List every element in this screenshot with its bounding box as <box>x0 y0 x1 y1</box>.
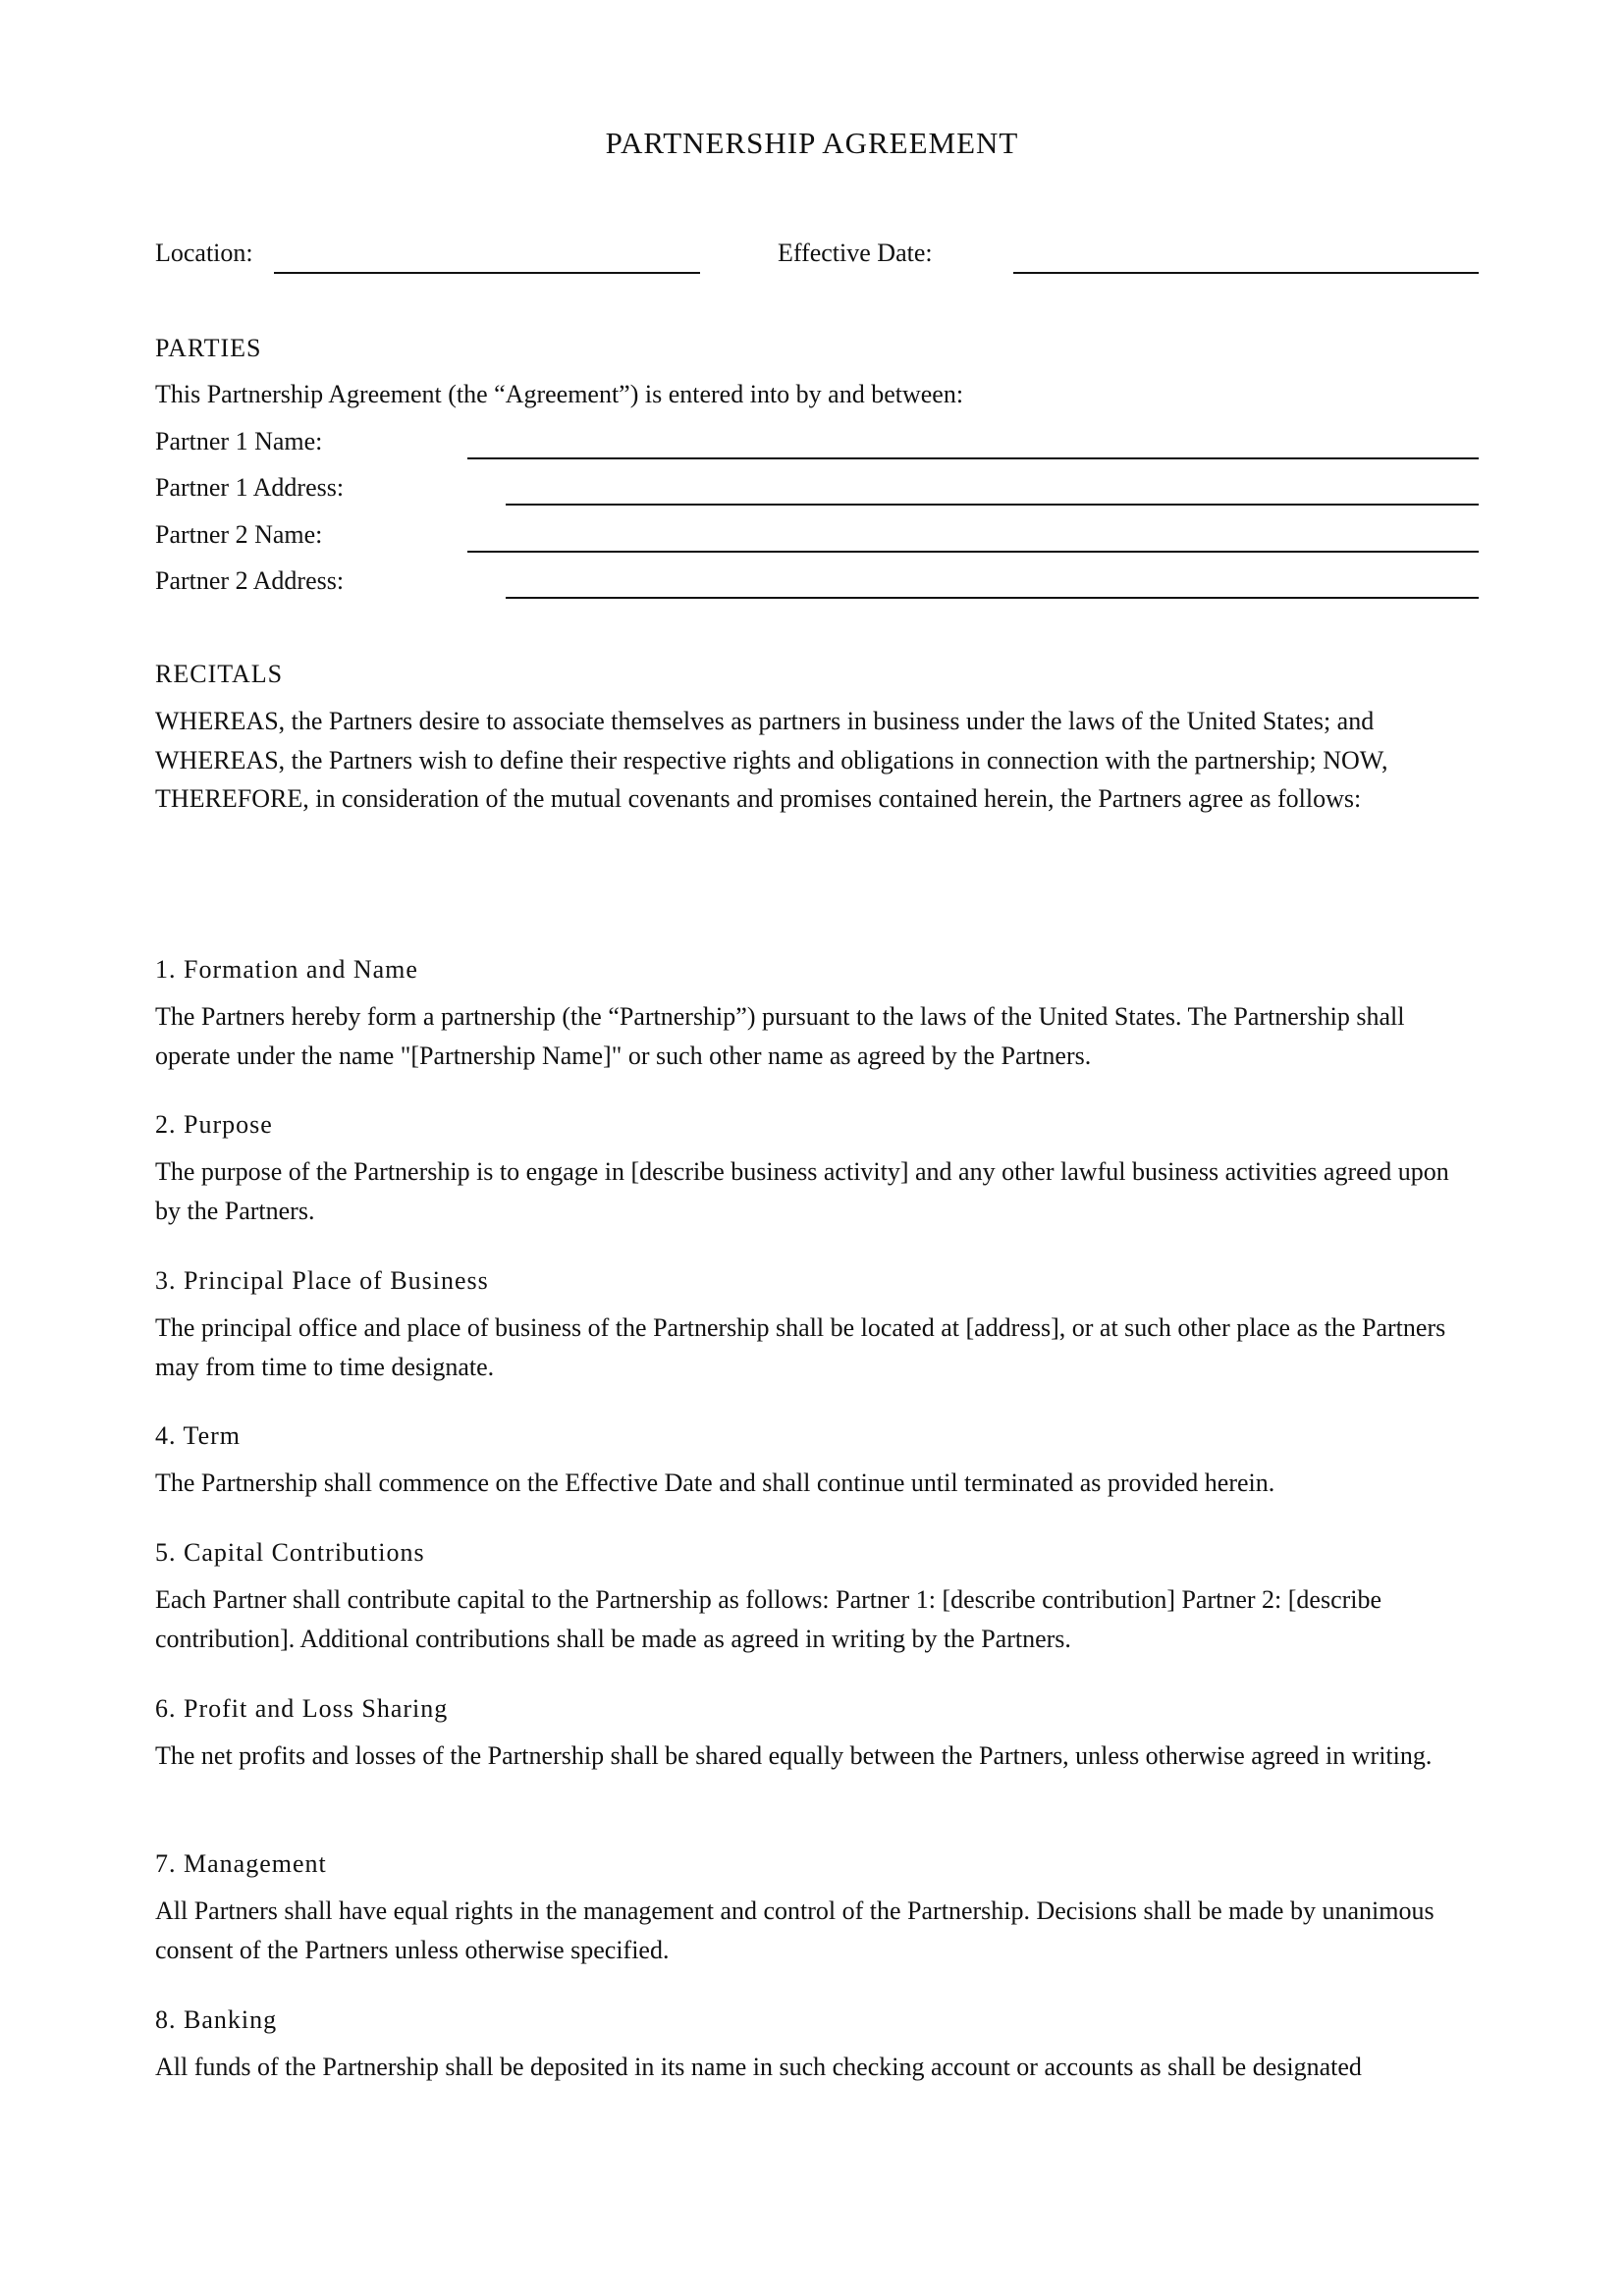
section-3-heading: 3. Principal Place of Business <box>155 1266 489 1295</box>
section-3-text: The principal office and place of business of the Partnership shall be located at [address], or at such other place as the Partners may from time to time designate. <box>155 1313 1446 1381</box>
section-6-heading: 6. Profit and Loss Sharing <box>155 1694 449 1723</box>
section-4-text: The Partnership shall commence on the Effective Date and shall continue until terminated as provided herein. <box>155 1468 1275 1497</box>
partner-2-address-field[interactable] <box>506 597 1479 599</box>
partner-2-address-label: Partner 2 Address: <box>155 566 345 595</box>
location-field[interactable] <box>274 272 700 274</box>
section-6-text: The net profits and losses of the Partnership shall be shared equally between the Partners, unless otherwise agreed in writing. <box>155 1741 1433 1770</box>
partner-1-name-label: Partner 1 Name: <box>155 427 323 455</box>
section-4-heading: 4. Term <box>155 1421 242 1450</box>
parties-heading: PARTIES <box>155 334 262 362</box>
recitals-text: WHEREAS, the Partners desire to associate themselves as partners in business under the laws of the United States; and WHEREAS, the Partners wish to define their respective rights and obligations in connection with the partnership; NOW, THEREFORE, in consideration of the mutual covenants and promises contained herein, the Partners agree as follows: <box>155 707 1388 813</box>
effective-date-field[interactable] <box>1013 272 1479 274</box>
section-5-text: Each Partner shall contribute capital to the Partnership as follows: Partner 1: [describe contribution] Partner 2: [describe contribution]. Additional contributions shall be made as agreed in writing by the Partners. <box>155 1585 1382 1653</box>
section-1-heading: 1. Formation and Name <box>155 955 418 984</box>
partner-2-name-field[interactable] <box>467 551 1479 553</box>
partner-1-address-field[interactable] <box>506 504 1479 506</box>
partner-2-name-label: Partner 2 Name: <box>155 520 323 549</box>
section-7-text: All Partners shall have equal rights in the management and control of the Partnership. Decisions shall be made by unanimous consent of the Partners unless otherwise specified. <box>155 1896 1435 1964</box>
partner-1-address-label: Partner 1 Address: <box>155 473 345 502</box>
section-5-heading: 5. Capital Contributions <box>155 1538 425 1567</box>
document-title: PARTNERSHIP AGREEMENT <box>605 126 1019 160</box>
effective-date-label: Effective Date: <box>778 239 933 267</box>
section-2-heading: 2. Purpose <box>155 1110 273 1139</box>
section-7-heading: 7. Management <box>155 1849 327 1878</box>
partner-1-name-field[interactable] <box>467 457 1479 459</box>
recitals-heading: RECITALS <box>155 660 284 688</box>
section-8-heading: 8. Banking <box>155 2005 278 2034</box>
parties-intro: This Partnership Agreement (the “Agreement”) is entered into by and between: <box>155 380 964 408</box>
section-2-text: The purpose of the Partnership is to engage in [describe business activity] and any other lawful business activities agreed upon by the Partners. <box>155 1157 1449 1225</box>
section-1-text: The Partners hereby form a partnership (the “Partnership”) pursuant to the laws of the United States. The Partnership shall operate under the name "[Partnership Name]" or such other name as agreed by the Partners. <box>155 1002 1405 1070</box>
location-label: Location: <box>155 239 253 267</box>
section-8-text: All funds of the Partnership shall be deposited in its name in such checking account or accounts as shall be designated <box>155 2053 1362 2081</box>
